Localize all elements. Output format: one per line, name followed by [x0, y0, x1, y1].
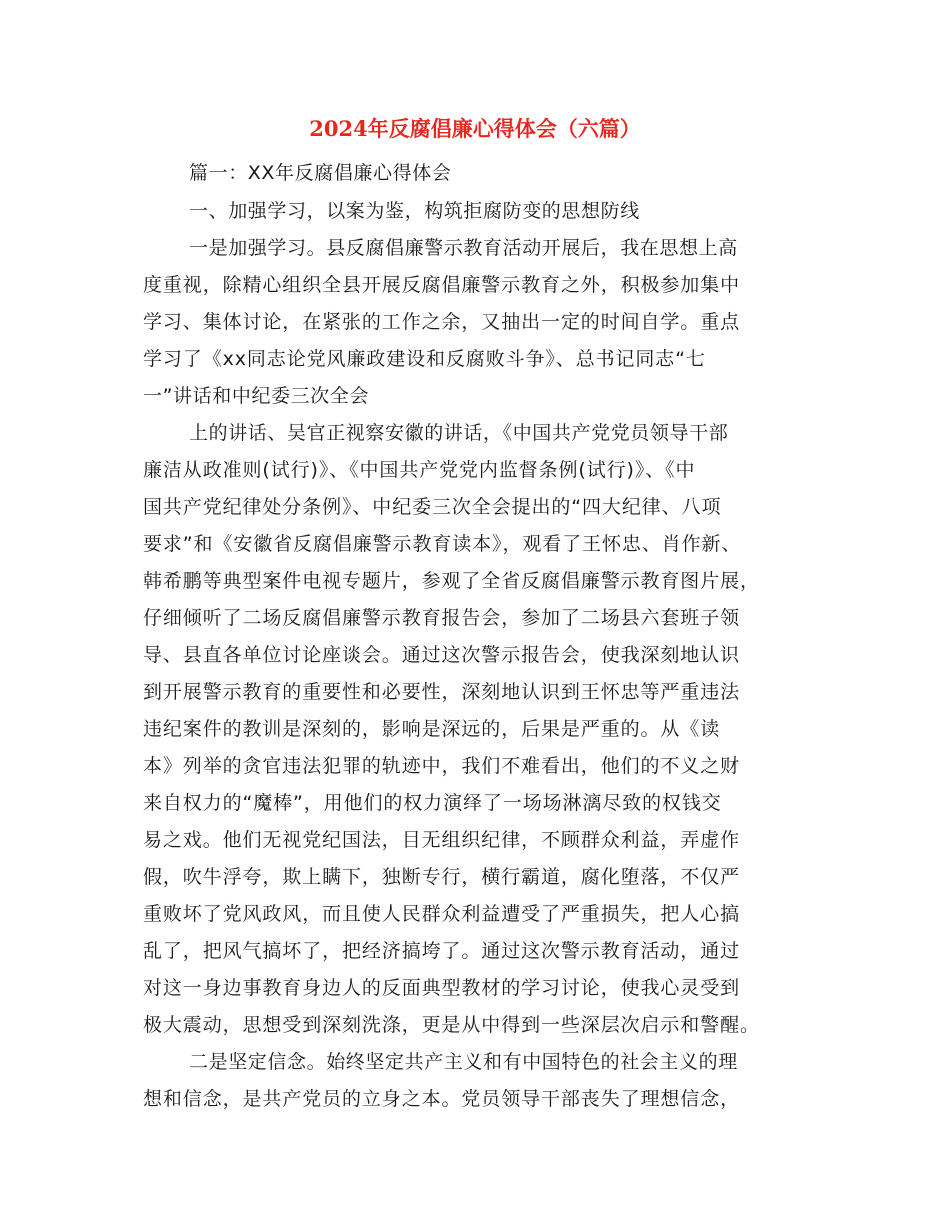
text-line: 国共产党纪律处分条例》、中纪委三次全会提出的“四大纪律、八项 — [143, 496, 722, 518]
text-line: 乱了，把风气搞坏了，把经济搞垮了。通过这次警示教育活动，通过 — [143, 940, 741, 962]
text-line: 学习、集体讨论，在紧张的工作之余，又抽出一定的时间自学。重点 — [143, 311, 741, 333]
text-line: 极大震动，思想受到深刻洗涤，更是从中得到一些深层次启示和警醒。 — [143, 1014, 760, 1036]
text-line: 篇一：XX年反腐倡廉心得体会 — [189, 162, 452, 184]
text-line: 来自权力的“魔棒”，用他们的权力演绎了一场场淋漓尽致的权钱交 — [143, 792, 722, 814]
text-line: 到开展警示教育的重要性和必要性，深刻地认识到王怀忠等严重违法 — [143, 681, 741, 703]
text-line: 要求”和《安徽省反腐倡廉警示教育读本》，观看了王怀忠、肖作新、 — [143, 533, 742, 555]
text-line: 二是坚定信念。始终坚定共产主义和有中国特色的社会主义的理 — [189, 1051, 738, 1073]
text-line: 导、县直各单位讨论座谈会。通过这次警示报告会，使我深刻地认识 — [143, 644, 741, 666]
document-title: 2024年反腐倡廉心得体会（六篇） — [309, 116, 641, 141]
text-line: 易之戏。他们无视党纪国法，目无组织纪律，不顾群众利益，弄虚作 — [143, 829, 741, 851]
text-line: 度重视，除精心组织全县开展反腐倡廉警示教育之外，积极参加集中 — [143, 274, 741, 296]
text-line: 假，吹牛浮夸，欺上瞒下，独断专行，横行霸道，腐化堕落，不仅严 — [143, 866, 741, 888]
text-line: 韩希鹏等典型案件电视专题片，参观了全省反腐倡廉警示教育图片展， — [143, 570, 760, 592]
text-line: 学习了《xx同志论党风廉政建设和反腐败斗争》、总书记同志“七 — [143, 348, 706, 370]
text-line: 仔细倾听了二场反腐倡廉警示教育报告会，参加了二场县六套班子领 — [143, 607, 741, 629]
text-line: 违纪案件的教训是深刻的，影响是深远的，后果是严重的。从《读 — [143, 718, 721, 740]
text-line: 对这一身边事教育身边人的反面典型教材的学习讨论，使我心灵受到 — [143, 977, 741, 999]
text-line: 一”讲话和中纪委三次全会 — [143, 385, 370, 407]
text-line: 一、加强学习，以案为鉴，构筑拒腐防变的思想防线 — [189, 200, 640, 222]
text-line: 重败坏了党风政风，而且使人民群众利益遭受了严重损失，把人心搞 — [143, 903, 741, 925]
text-line: 廉洁从政准则(试行)》、《中国共产党党内监督条例(试行)》、《中 — [143, 459, 696, 481]
text-line: 本》列举的贪官违法犯罪的轨迹中，我们不难看出，他们的不义之财 — [143, 755, 741, 777]
text-line: 上的讲话、吴官正视察安徽的讲话，《中国共产党党员领导干部 — [189, 422, 729, 444]
text-line: 一是加强学习。县反腐倡廉警示教育活动开展后，我在思想上高 — [189, 237, 738, 259]
text-line: 想和信念，是共产党员的立身之本。党员领导干部丧失了理想信念， — [143, 1088, 741, 1110]
